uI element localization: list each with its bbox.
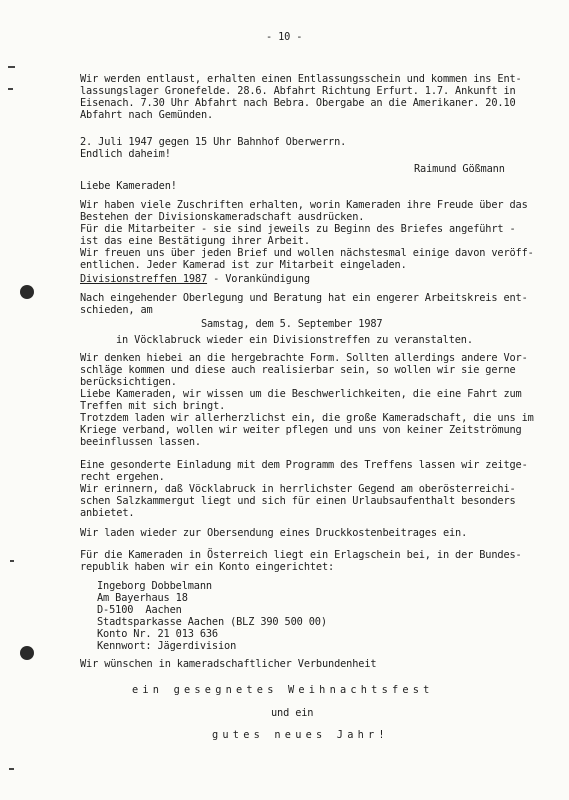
- text-line: Wir haben viele Zuschriften erhalten, worin Kameraden ihre Freude über das: [80, 199, 528, 211]
- closing-line: Wir wünschen in kameradschaftlicher Verbundenheit: [80, 658, 377, 670]
- punch-hole-bottom: [20, 646, 34, 660]
- account-street: Am Bayerhaus 18: [97, 592, 188, 604]
- text-line: Für die Mitarbeiter - sie sind jeweils zu Beginn des Briefes angeführt -: [80, 223, 516, 235]
- signature-name: Raimund Gößmann: [414, 163, 505, 175]
- text-line: Eine gesonderte Einladung mit dem Programm des Treffens lassen wir zeitge-: [80, 459, 528, 471]
- text-line: Bestehen der Divisionskameradschaft ausdrücken.: [80, 211, 365, 223]
- section-heading-suffix: - Vorankündigung: [207, 273, 310, 285]
- page-number: - 10 -: [266, 31, 303, 43]
- account-number: Konto Nr. 21 013 636: [97, 628, 218, 640]
- text-line: Wir denken hiebei an die hergebrachte Form. Sollten allerdings andere Vor-: [80, 352, 528, 364]
- text-line: Nach eingehender Oberlegung und Beratung hat ein engerer Arbeitskreis ent-: [80, 292, 528, 304]
- margin-mark: [10, 560, 14, 562]
- event-date: Samstag, dem 5. September 1987: [201, 318, 383, 330]
- greeting-new-year: gutes neues Jahr!: [212, 729, 389, 741]
- account-holder: Ingeborg Dobbelmann: [97, 580, 212, 592]
- text-line: 2. Juli 1947 gegen 15 Uhr Bahnhof Oberwerrn.: [80, 136, 347, 148]
- margin-mark: [8, 66, 15, 68]
- text-line: Liebe Kameraden, wir wissen um die Beschwerlichkeiten, die eine Fahrt zum: [80, 388, 522, 400]
- account-keyword: Kennwort: Jägerdivision: [97, 640, 237, 652]
- text-line: schieden, am: [80, 304, 153, 316]
- greeting-and: und ein: [271, 707, 314, 719]
- salutation: Liebe Kameraden!: [80, 180, 177, 192]
- text-line: Eisenach. 7.30 Uhr Abfahrt nach Bebra. Obergabe an die Amerikaner. 20.10: [80, 97, 516, 109]
- margin-mark: [9, 768, 14, 770]
- text-line: Wir erinnern, daß Vöcklabruck in herrlichster Gegend am oberösterreichi-: [80, 483, 516, 495]
- text-line: lassungslager Gronefelde. 28.6. Abfahrt Richtung Erfurt. 1.7. Ankunft in: [80, 85, 516, 97]
- punch-hole-top: [20, 285, 34, 299]
- text-line: schläge kommen und diese auch realisierbar sein, so wollen wir sie gerne: [80, 364, 516, 376]
- account-city: D-5100 Aachen: [97, 604, 182, 616]
- section-heading-title: Divisionstreffen 1987: [80, 273, 208, 285]
- event-location: in Vöcklabruck wieder ein Divisionstreffen zu veranstalten.: [116, 334, 473, 346]
- text-line: beeinflussen lassen.: [80, 436, 201, 448]
- text-line: schen Salzkammergut liegt und sich für einen Urlaubsaufenthalt besonders: [80, 495, 516, 507]
- text-line: Für die Kameraden in Österreich liegt ein Erlagschein bei, in der Bundes-: [80, 549, 522, 561]
- text-line: Treffen mit sich bringt.: [80, 400, 226, 412]
- text-line: Endlich daheim!: [80, 148, 171, 160]
- text-line: Abfahrt nach Gemünden.: [80, 109, 214, 121]
- text-line: berücksichtigen.: [80, 376, 177, 388]
- section-heading: [80, 273, 310, 285]
- text-line: Wir freuen uns über jeden Brief und wollen nächstesmal einige davon veröff-: [80, 247, 534, 259]
- text-line: anbietet.: [80, 507, 135, 519]
- text-line: ist das eine Bestätigung ihrer Arbeit.: [80, 235, 310, 247]
- text-line: Trotzdem laden wir allerherzlichst ein, die große Kameradschaft, die uns im: [80, 412, 534, 424]
- text-line: Wir laden wieder zur Obersendung eines Druckkostenbeitrages ein.: [80, 527, 468, 539]
- text-line: entlichen. Jeder Kamerad ist zur Mitarbeit eingeladen.: [80, 259, 407, 271]
- margin-mark: [8, 88, 13, 90]
- text-line: republik haben wir ein Konto eingerichtet:: [80, 561, 335, 573]
- text-line: Wir werden entlaust, erhalten einen Entlassungsschein und kommen ins Ent-: [80, 73, 522, 85]
- greeting-christmas: ein gesegnetes Weihnachtsfest: [132, 684, 434, 696]
- text-line: Kriege verband, wollen wir weiter pflegen und uns von keiner Zeitströmung: [80, 424, 522, 436]
- account-bank: Stadtsparkasse Aachen (BLZ 390 500 00): [97, 616, 327, 628]
- text-line: recht ergehen.: [80, 471, 165, 483]
